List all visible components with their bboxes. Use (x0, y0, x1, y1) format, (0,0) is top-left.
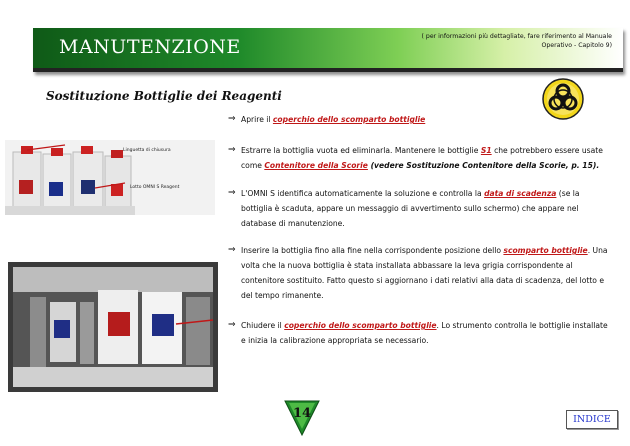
page-number: 14 (292, 406, 312, 421)
bullet-auto-identify: ⇒ L'OMNI S identifica automaticamente la soluzione e controlla la data di scadenza (se la bottiglia è scaduta, appare un messaggio di avvertimento sullo schermo) che appare nel database di manutenzione. (228, 188, 580, 228)
section-title: Sostituzione Bottiglie dei Reagenti (46, 89, 282, 103)
bullet-open-cover: ⇒ Aprire il coperchio dello scomparto bottiglie (228, 112, 613, 127)
reagent-bottles-photo (5, 140, 215, 215)
callout-reagent-lot: Lotto OMNI S Reagent (130, 185, 180, 190)
header-note: ( per informazioni più dettagliate, fare riferimento al Manuale Operativo - Capitolo 9) (421, 33, 612, 49)
index-button[interactable]: INDICE (566, 410, 618, 429)
bullet-close-cover: ⇒ Chiudere il coperchio dello scomparto bottiglie. Lo strumento controlla le bottiglie installate e inizia la calibrazione appropriata se necessario. (228, 320, 608, 345)
bullet-remove-bottle: ⇒ Estrarre la bottiglia vuota ed eliminarla. Mantenere le bottiglie S1 che potrebbero essere usate come Contenitore della Scorie (vedere Sostituzione Contenitore della Scorie, p. 15). (228, 145, 603, 170)
arrow-icon: ⇒ (228, 188, 236, 198)
page-title: MANUTENZIONE (59, 36, 241, 58)
arrow-icon: ⇒ (228, 114, 236, 124)
arrow-icon: ⇒ (228, 245, 236, 255)
bullet-insert-bottle: ⇒ Inserire la bottiglia fino alla fine nella corrispondente posizione dello scomparto bottiglie. Una volta che la nuova bottiglia è stata installata abbassare la leva grigia corrispondente al contenitore sostituito. Fatto questo si aggiornano i dati relativi alla data di scadenza, del lotto e del tempo rimanente. (228, 245, 608, 300)
bottle-compartment-photo (8, 262, 218, 392)
callout-closure-tab: Linguetta di chiusura (123, 148, 171, 153)
arrow-icon: ⇒ (228, 145, 236, 155)
arrow-icon: ⇒ (228, 320, 236, 330)
